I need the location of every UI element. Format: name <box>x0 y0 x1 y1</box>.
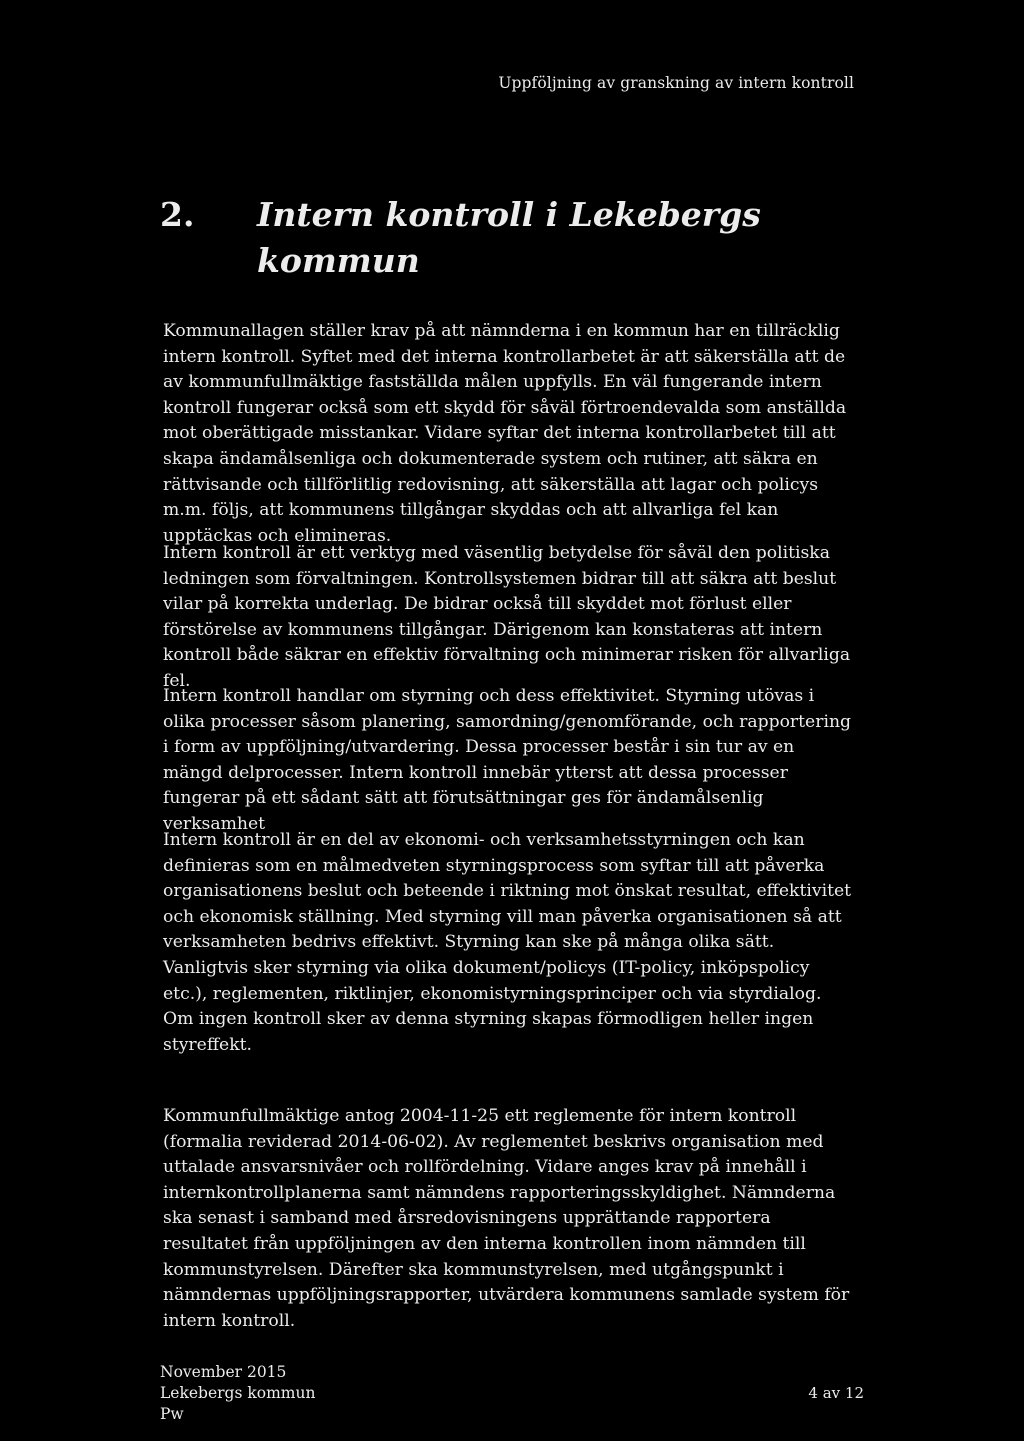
footer-author: Pw <box>160 1405 184 1423</box>
section-number: 2. <box>160 195 195 234</box>
paragraph: Kommunfullmäktige antog 2004-11-25 ett reglemente för intern kontroll (formalia reviderad 2014-06-02). Av reglementet beskrivs organisation med uttalade ansvarsnivåer och rollfördelning. Vidare anges krav på innehåll i internkontrollplanerna samt nämndens rapporteringsskyldighet. Nämnderna ska senast i samband med årsredovisningens upprättande rapportera resultatet från uppföljningen av den interna kontrollen inom nämnden till kommunstyrelsen. Därefter ska kommunstyrelsen, med utgångspunkt i nämndernas uppföljningsrapporter, utvärdera kommunens samlade system för intern kontroll. <box>163 1106 850 1331</box>
running-header: Uppföljning av granskning av intern kontroll <box>498 74 854 92</box>
section-title: Intern kontroll i Lekebergs kommun <box>257 195 761 280</box>
footer-info <box>160 1362 315 1425</box>
paragraph: Kommunallagen ställer krav på att nämnderna i en kommun har en tillräcklig intern kontroll. Syftet med det interna kontrollarbetet är att säkerställa att de av kommunfullmäktige fastställda målen uppfylls. En väl fungerande intern kontroll fungerar också som ett skydd för såväl förtroendevalda som anställda mot oberättigade misstankar. Vidare syftar det interna kontrollarbetet till att skapa ändamålsenliga och dokumenterade system och rutiner, att säkra en rättvisande och tillförlitlig redovisning, att säkerställa att lagar och policys m.m. följs, att kommunens tillgångar skyddas och att allvarliga fel kan upptäckas och elimineras. <box>163 321 847 546</box>
paragraph: Intern kontroll handlar om styrning och dess effektivitet. Styrning utövas i olika processer såsom planering, samordning/genomförande, och rapportering i form av uppföljning/utvardering. Dessa processer består i sin tur av en mängd delprocesser. Intern kontroll innebär ytterst att dessa processer fungerar på ett sådant sätt att förutsättningar ges för ändamålsenlig verksamhet <box>163 686 852 834</box>
section-heading <box>160 192 860 284</box>
footer-organization: Lekebergs kommun <box>160 1384 316 1402</box>
paragraph: Intern kontroll är ett verktyg med väsentlig betydelse för såväl den politiska ledningen som förvaltningen. Kontrollsystemen bidrar till att säkra att beslut vilar på korrekta underlag. De bidrar också till skyddet mot förlust eller förstörelse av kommunens tillgångar. Därigenom kan konstateras att intern kontroll både säkrar en effektiv förvaltning och minimerar risken för allvarliga fel. <box>163 543 851 691</box>
page-number: 4 av 12 <box>808 1384 864 1402</box>
footer-date: November 2015 <box>160 1363 287 1381</box>
paragraph: Intern kontroll är en del av ekonomi- och verksamhetsstyrningen och kan definieras som en målmedveten styrningsprocess som syftar till att påverka organisationens beslut och beteende i riktning mot önskat resultat, effektivitet och ekonomisk ställning. Med styrning vill man påverka organisationen så att verksamheten bedrivs effektivt. Styrning kan ske på många olika sätt. Vanligtvis sker styrning via olika dokument/policys (IT-policy, inköpspolicy etc.), reglementen, riktlinjer, ekonomistyrningsprinciper och via styrdialog. Om ingen kontroll sker av denna styrning skapas förmodligen heller ingen styreffekt. <box>163 830 852 1055</box>
